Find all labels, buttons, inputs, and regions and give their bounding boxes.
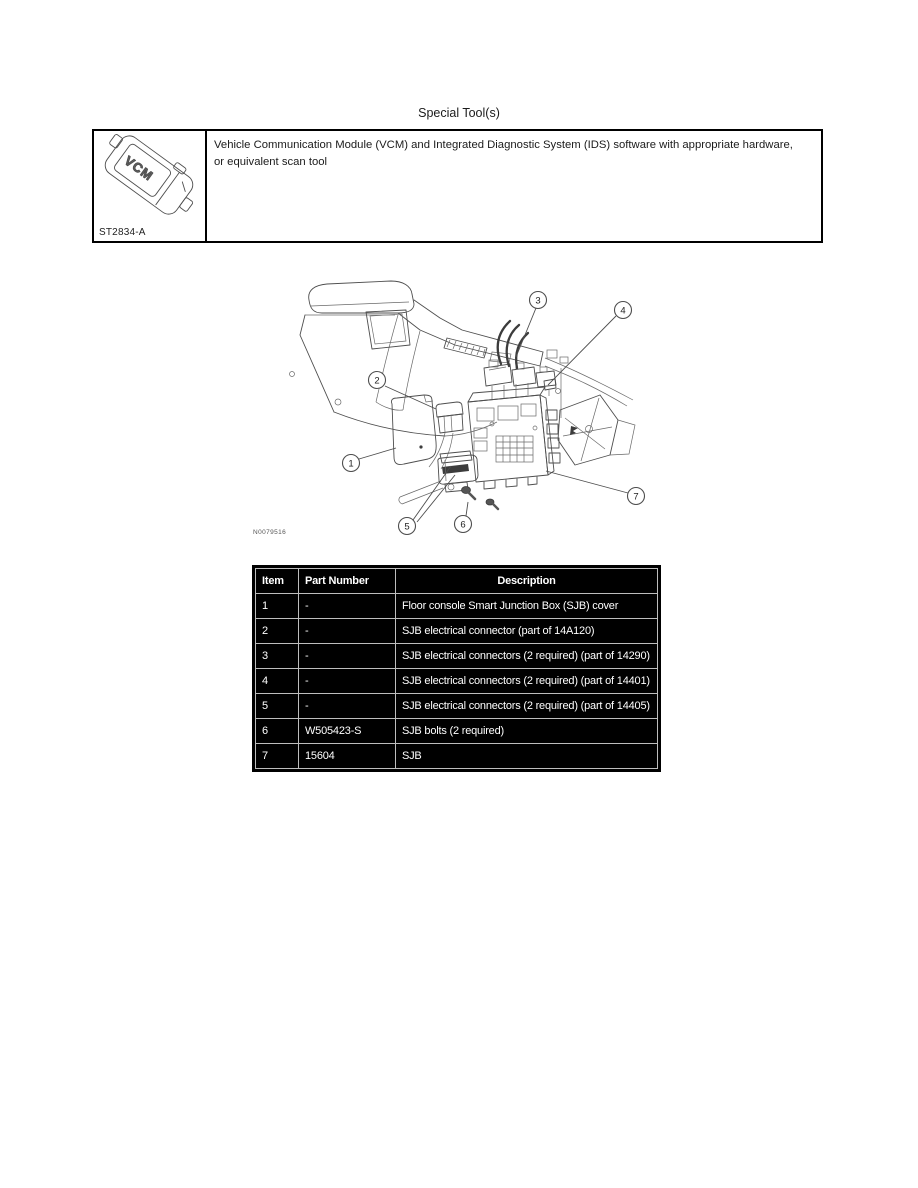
callout-leader-5 [413, 466, 451, 520]
table-cell: - [299, 644, 396, 669]
svg-text:7: 7 [633, 491, 639, 503]
tool-id-label: ST2834-A [99, 227, 146, 238]
table-cell: 7 [256, 744, 299, 769]
table-cell: 5 [256, 694, 299, 719]
callout-3 [530, 292, 547, 309]
table-row [256, 594, 658, 619]
callout-leader-4 [548, 316, 616, 385]
tool-description: Vehicle Communication Module (VCM) and Integrated Diagnostic System (IDS) software with appropriate hardware, or equivalent scan tool [214, 139, 793, 168]
table-cell: 3 [256, 644, 299, 669]
vcm-tool-illustration [94, 131, 205, 223]
col-header-item: Item [256, 569, 299, 594]
console-art [290, 281, 544, 436]
table-cell: - [299, 619, 396, 644]
table-cell: 15604 [299, 744, 396, 769]
col-header-description: Description [396, 569, 658, 594]
callout-2 [369, 372, 386, 389]
table-cell: W505423-S [299, 719, 396, 744]
tool-image-cell [94, 131, 207, 241]
parts-table-body [256, 594, 658, 769]
fuse-grid [496, 436, 533, 462]
table-cell: SJB electrical connectors (2 required) (part of 14401) [396, 669, 658, 694]
page-title: Special Tool(s) [418, 106, 500, 120]
table-cell: SJB electrical connector (part of 14A120) [396, 619, 658, 644]
parts-table [252, 565, 661, 772]
table-row [256, 744, 658, 769]
table-cell: SJB [396, 744, 658, 769]
svg-text:1: 1 [348, 458, 354, 470]
callout-4 [615, 302, 632, 319]
callout-6 [455, 516, 472, 533]
callout-leader-2 [385, 386, 436, 409]
table-row [256, 719, 658, 744]
callout-leader-7 [546, 471, 628, 493]
table-cell: 2 [256, 619, 299, 644]
table-cell: - [299, 694, 396, 719]
callout-leader-1 [359, 448, 396, 459]
table-cell: 1 [256, 594, 299, 619]
callout-leader-6 [466, 502, 468, 516]
table-row [256, 694, 658, 719]
svg-text:2: 2 [374, 375, 380, 387]
vcm-text: VCM [121, 152, 157, 184]
col-header-part-number: Part Number [299, 569, 396, 594]
callout-7 [628, 488, 645, 505]
callout-1 [343, 455, 360, 472]
table-cell: SJB electrical connectors (2 required) (part of 14405) [396, 694, 658, 719]
callout-5 [399, 518, 416, 535]
callout-leader-5 [417, 475, 455, 522]
table-cell: 6 [256, 719, 299, 744]
svg-text:5: 5 [404, 521, 410, 533]
figure-id-label: N0079516 [253, 529, 287, 536]
special-tools-table [92, 129, 823, 243]
table-cell: SJB electrical connectors (2 required) (part of 14290) [396, 644, 658, 669]
table-cell: SJB bolts (2 required) [396, 719, 658, 744]
sjb-box-art [468, 387, 560, 489]
svg-text:6: 6 [460, 519, 466, 531]
svg-text:4: 4 [620, 305, 626, 317]
table-cell: - [299, 594, 396, 619]
parts-table-header-row [256, 569, 658, 594]
table-cell: - [299, 669, 396, 694]
table-row [256, 644, 658, 669]
sjb-cover-art [391, 395, 436, 465]
table-row [256, 619, 658, 644]
table-row [256, 669, 658, 694]
table-cell: Floor console Smart Junction Box (SJB) cover [396, 594, 658, 619]
table-cell: 4 [256, 669, 299, 694]
figure-svg [245, 278, 660, 553]
bolts-art [462, 487, 499, 510]
svg-text:3: 3 [535, 295, 541, 307]
